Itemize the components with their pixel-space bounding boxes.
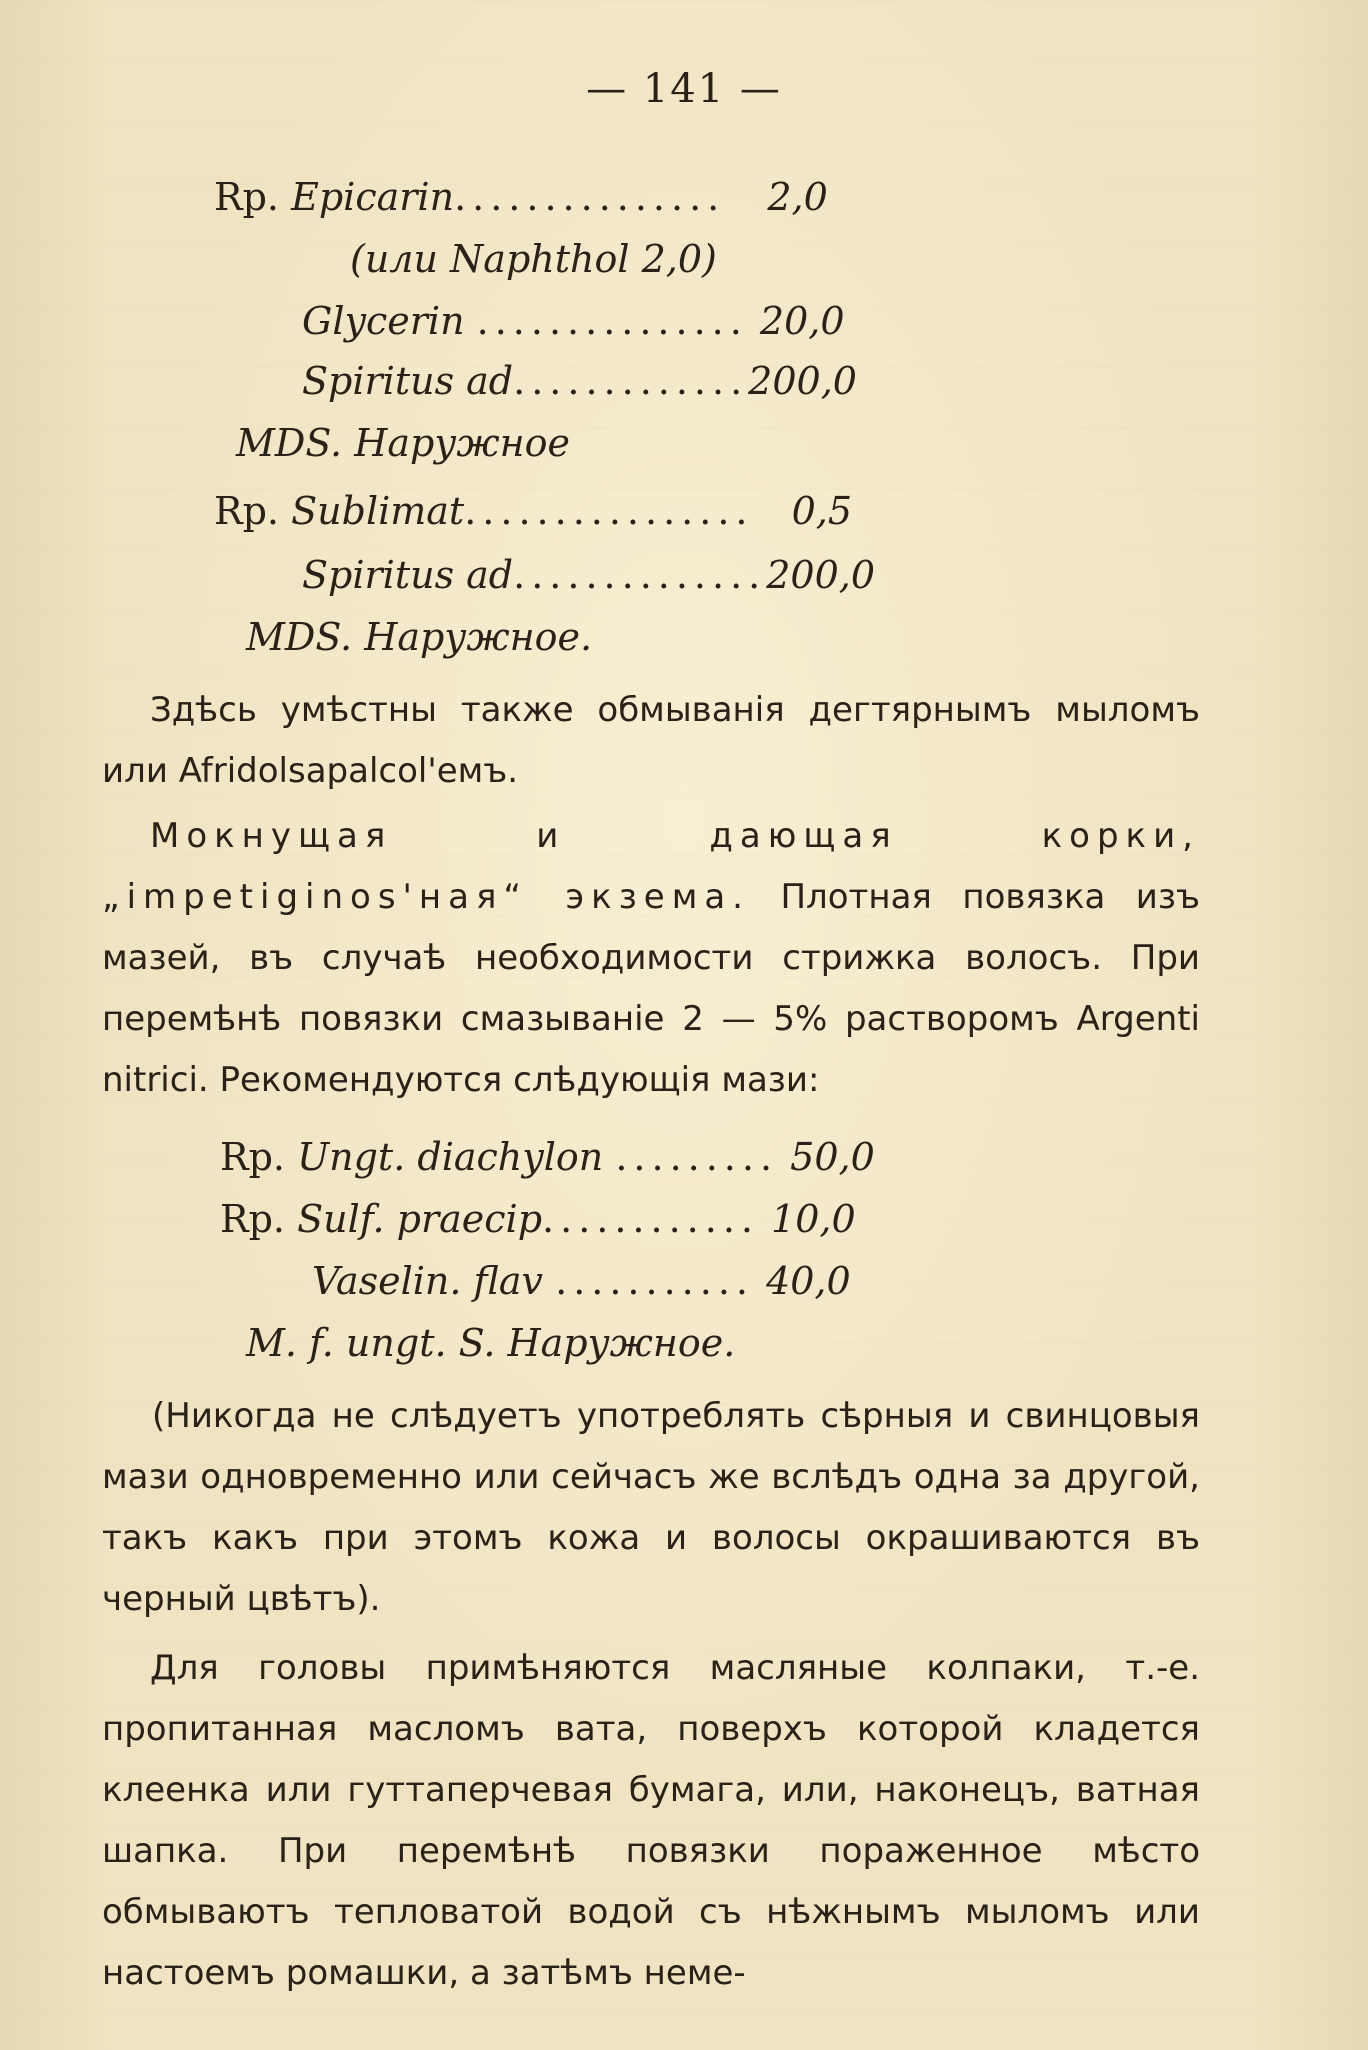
leader-dots: ............ [542,1197,759,1241]
signa-instruction: MDS. Наружное [236,421,570,465]
leader-dots: ........... [555,1259,754,1303]
paragraph: (Никогда не слѣдуетъ употреблять сѣрныя и свинцовыя мази одновременно или сейчасъ же вслѣдъ одна за другой, такъ какъ при этомъ кожа и волосы окрашиваются въ черный цвѣтъ). [102,1396,1200,1619]
rx4-line2 [312,1259,851,1303]
paragraph-text: Плотная повязка изъ мазей, въ случаѣ необходимости стрижка волосъ. При перемѣнѣ повязки смазываніе 2 — 5% растворомъ Argenti nitrici. Рекомендуются слѣдующія мази: [102,877,1200,1100]
drug-name: Spiritus ad [302,359,514,403]
leader-dots: ............... [476,299,748,343]
drug-amount: 200,0 [766,553,876,597]
rx1-line4 [302,359,857,403]
drug-amount: 0,5 [791,489,853,533]
drug-name: Sublimat [291,489,465,533]
rx-prefix: Rp. [214,175,280,219]
rx2-mds [246,615,593,659]
prose-block-1 [102,680,1200,1111]
signa-instruction: M. f. ungt. S. Наружное. [246,1321,736,1365]
page-number: — 141 — [586,66,782,112]
rx1-line1 [214,175,828,219]
drug-amount: 50,0 [790,1135,875,1179]
rx-prefix: Rp. [220,1135,286,1179]
drug-amount: 20,0 [759,299,845,343]
alternative-note: (или Naphthol 2,0) [350,237,717,281]
rx1-line3 [302,299,845,343]
drug-amount: 40,0 [766,1259,851,1303]
paragraph [102,806,1200,1111]
drug-amount: 10,0 [771,1197,856,1241]
leader-dots: .............. [513,553,767,597]
paragraph: Для головы примѣняются масляные колпаки, т.-е. пропитанная масломъ вата, поверхъ которой кладется клеенка или гуттаперчевая бумага, или, наконецъ, ватная шапка. При перемѣнѣ повязки пораженное мѣсто обмываютъ тепловатой водой съ нѣжнымъ мыломъ или настоемъ ромашки, а затѣмъ неме- [102,1648,1200,1993]
leader-dots: ......... [615,1135,779,1179]
leader-dots: ............... [454,175,726,219]
drug-name: Sulf. praecip [297,1197,543,1241]
leader-dots: ............. [513,359,749,403]
rx-prefix: Rp. [214,489,280,533]
section-heading-spaced: Мокнущая и дающая корки, „impetiginos'ная“ экзема. [102,816,1200,917]
drug-name: Vaselin. flav [312,1259,544,1303]
rx4-line1 [220,1197,856,1241]
drug-name: Glycerin [302,299,465,343]
prose-block-2 [102,1386,1200,2004]
drug-name: Ungt. diachylon [297,1135,604,1179]
rx3-line1 [220,1135,875,1179]
rx-prefix: Rp. [220,1197,286,1241]
signa-instruction: MDS. Наружное. [246,615,593,659]
rx1-line2 [350,237,717,281]
drug-amount: 200,0 [748,359,857,403]
rx2-line2 [302,553,876,597]
paragraph: Здѣсь умѣстны также обмыванія дегтярнымъ мыломъ или Afridolsapalcol'емъ. [102,690,1200,791]
rx4-mds [246,1321,736,1365]
rx2-line1 [214,489,853,533]
drug-amount: 2,0 [767,175,828,219]
drug-name: Epicarin [291,175,455,219]
leader-dots: ................ [464,489,754,533]
rx1-mds [236,421,570,465]
drug-name: Spiritus ad [302,553,514,597]
